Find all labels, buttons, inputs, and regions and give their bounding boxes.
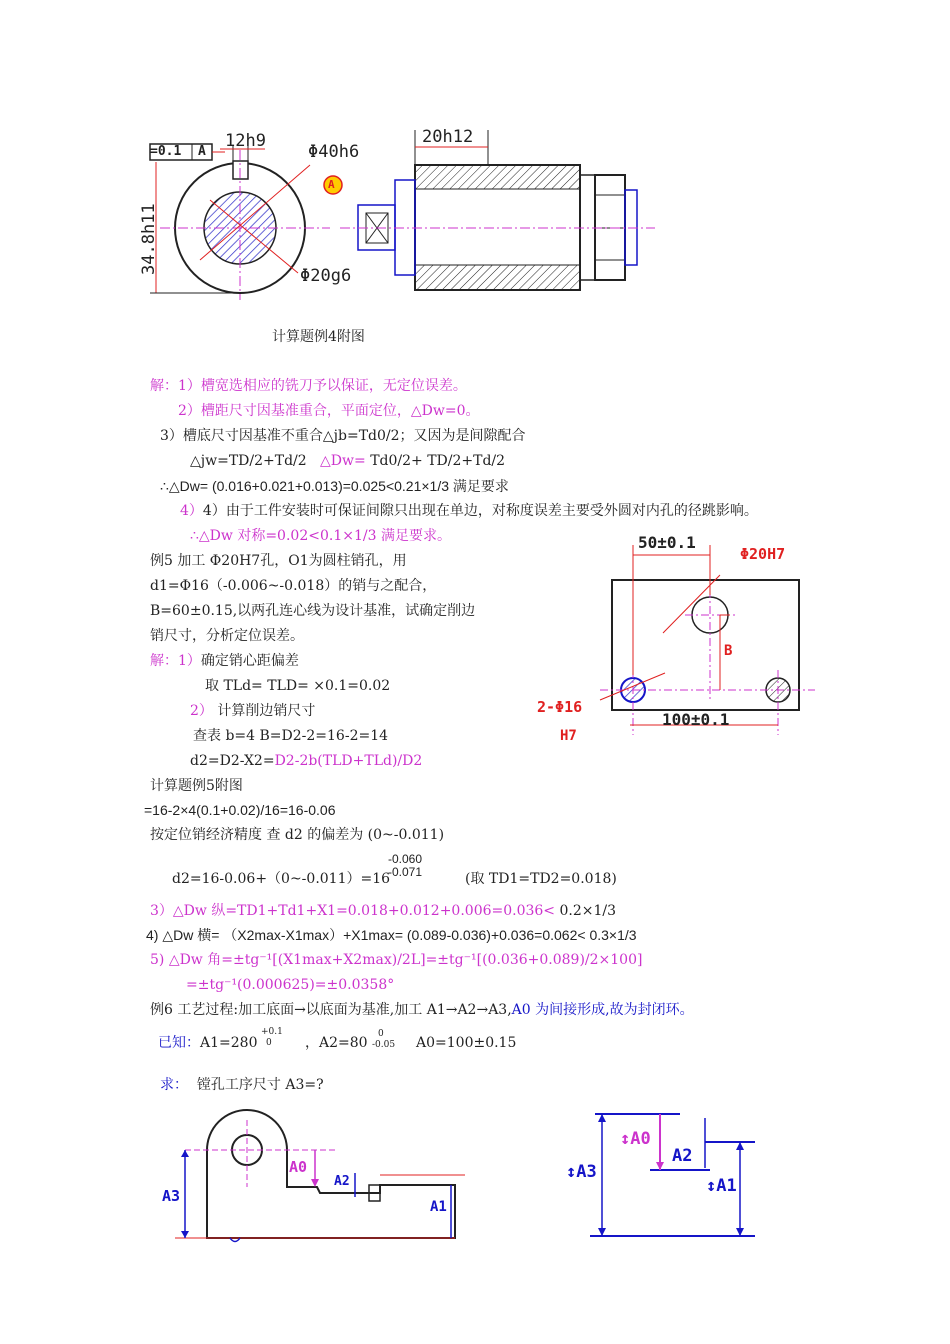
datum-box-label: A: [198, 144, 206, 159]
datum-circle-label: A: [328, 178, 335, 191]
ex5-tol-lower: -0.071: [388, 865, 423, 879]
fig6-left-a3: A3: [162, 1187, 181, 1205]
ex5-line8: 查表 b=4 B=D2-2=16-2=14: [193, 728, 389, 744]
fig5-hole-label: Φ20H7: [740, 545, 786, 563]
ex6-line1: 例6 工艺过程:加工底面→以底面为基准,加工 A1→A2→A3,A0 为间接形成,故为封闭环。: [150, 1002, 694, 1018]
ex5-line13: d2=16-0.06+（0~-0.011）=16: [172, 871, 391, 887]
inner-dia-label: Φ20g6: [300, 266, 352, 286]
slot-depth-label: 34.8h11: [139, 203, 159, 275]
ex5-line14: 3）△Dw 纵=TD1+Td1+X1=0.018+0.012+0.006=0.036< 0.2×1/3: [150, 903, 617, 919]
figure6-part: [155, 1105, 475, 1255]
ex5-line5: 解：1）确定销心距偏差: [150, 653, 299, 669]
fig6-chain-a1: ↕A1: [706, 1176, 737, 1196]
ex5-line7: 2） 计算削边销尺寸: [190, 703, 316, 719]
ex6-a0: A0=100±0.15: [416, 1035, 517, 1051]
ex5-line16: 5) △Dw 角=±tg⁻¹[(X1max+X2max)/2L]=±tg⁻¹[(0.036+0.089)/2×100]: [150, 952, 643, 968]
ex5-caption: 计算题例5附图: [150, 778, 243, 794]
fig6-left-a2: A2: [334, 1174, 350, 1189]
sol4-line4: △jw=TD/2+Td/2 △Dw= Td0/2+ TD/2+Td/2: [190, 453, 506, 469]
slot-width-label: 12h9: [225, 131, 266, 151]
figure6-chain: [580, 1108, 770, 1243]
ex5-line11: =16-2×4(0.1+0.02)/16=16-0.06: [144, 802, 336, 818]
sol4-line1: 解：1）槽宽选相应的铣刀予以保证，无定位误差。: [150, 378, 467, 394]
flatness-value: =0.1: [150, 144, 182, 159]
a1-tol-lower: 0: [266, 1038, 272, 1048]
ex5-line2: d1=Φ16（-0.006~-0.018）的销与之配合，: [150, 578, 437, 594]
ex5-line9: d2=D2-X2=D2-2b(TLD+TLd)/D2: [190, 753, 423, 769]
sol4-line3: 3）槽底尺寸因基准不重合△jb=Td0/2；又因为是间隙配合: [160, 428, 526, 444]
ex5-line17: =±tg⁻¹(0.000625)=±0.0358°: [186, 977, 395, 993]
ex5-line13b: (取 TD1=TD2=0.018): [465, 871, 617, 887]
fig6-chain-a0: ↕A0: [620, 1129, 651, 1149]
ex6-line3: 求： 镗孔工序尺寸 A3=?: [160, 1077, 324, 1093]
fig6-left-a1: A1: [430, 1199, 447, 1215]
ex5-line4: 销尺寸，分析定位误差。: [150, 628, 304, 644]
fig6-chain-a2: A2: [672, 1146, 693, 1166]
ex6-line2: 已知：A1=280: [158, 1035, 258, 1051]
ex5-line1: 例5 加工 Φ20H7孔，O1为圆柱销孔，用: [150, 553, 407, 569]
fig5-pins-label: 2-Φ16: [537, 698, 583, 716]
a1-tol-upper: +0.1: [261, 1027, 283, 1037]
a2-tol-lower: -0.05: [372, 1040, 396, 1050]
fig5-b-label: B: [724, 643, 733, 659]
sol4-line5: ∴△Dw= (0.016+0.021+0.013)=0.025<0.21×1/3 满足要求: [160, 478, 509, 494]
fig5-h7-label: H7: [560, 728, 577, 744]
length-label: 20h12: [422, 127, 474, 147]
ex5-line3: B=60±0.15,以两孔连心线为设计基准，试确定削边: [150, 603, 476, 619]
ex5-line6: 取 TLd= TLD= ×0.1=0.02: [205, 678, 391, 694]
sol4-line6: 4）4）由于工件安装时可保证间隙只出现在单边，对称度误差主要受外圆对内孔的径跳影响。: [180, 503, 758, 519]
figure4-caption: 计算题例4附图: [272, 329, 365, 345]
outer-dia-label: Φ40h6: [308, 142, 360, 162]
fig6-left-a0: A0: [289, 1158, 308, 1176]
a2-tol-upper: 0: [378, 1029, 384, 1039]
sol4-line2: 2）槽距尺寸因基准重合，平面定位，△Dw=0。: [178, 403, 480, 419]
ex5-tol-upper: -0.060: [388, 852, 423, 866]
fig5-bottom-dim: 100±0.1: [662, 710, 730, 729]
fig6-chain-a3: ↕A3: [566, 1162, 597, 1182]
ex5-line12: 按定位销经济精度 查 d2 的偏差为 (0~-0.011): [150, 827, 445, 843]
ex5-line15: 4) △Dw 横= （X2max-X1max）+X1max= (0.089-0.036)+0.036=0.062< 0.3×1/3: [146, 927, 637, 943]
sol4-line7: ∴△Dw 对称=0.02<0.1×1/3 满足要求。: [190, 528, 451, 544]
figure4-drawing: [140, 125, 660, 310]
ex6-a2: ，A2=80: [305, 1035, 368, 1051]
fig5-top-dim: 50±0.1: [638, 533, 696, 552]
